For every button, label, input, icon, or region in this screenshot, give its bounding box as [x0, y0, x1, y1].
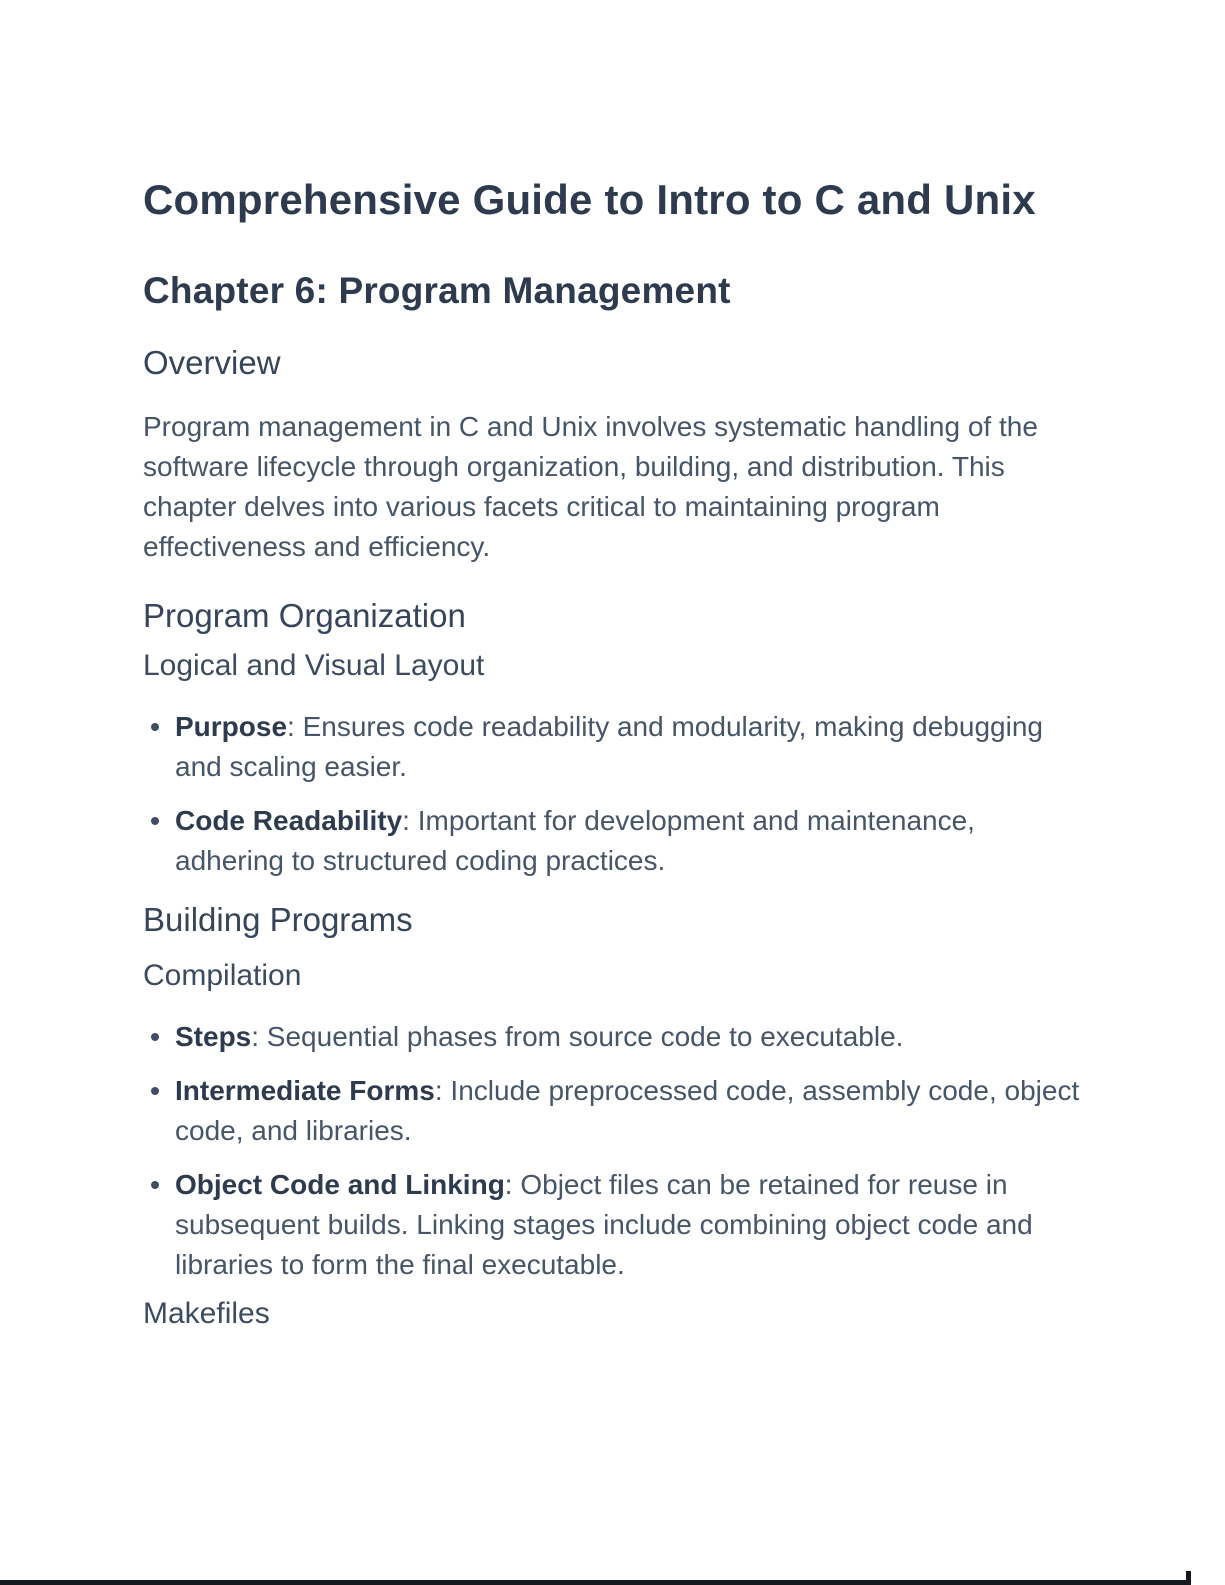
list-item-term: Purpose: [175, 711, 288, 742]
compilation-subheading: Compilation: [143, 959, 302, 992]
program-organization-list: [143, 707, 1085, 881]
list-item-term: Object Code and Linking: [175, 1169, 505, 1200]
page-bottom-border: [0, 1580, 1191, 1585]
bullet-icon: [151, 1181, 159, 1189]
bullet-icon: [151, 1087, 159, 1095]
logical-visual-layout-subheading: Logical and Visual Layout: [143, 649, 485, 682]
list-item-term: Code Readability: [175, 805, 403, 836]
list-item-term: Steps: [175, 1021, 252, 1052]
list-item: [175, 1017, 1085, 1057]
list-item: [175, 801, 1085, 881]
page-bottom-border-tick: [1186, 1571, 1191, 1585]
list-item: [175, 707, 1085, 787]
makefiles-subheading: Makefiles: [143, 1297, 270, 1330]
bullet-icon: [151, 723, 159, 731]
list-item-description: : Include preprocessed code, assembly code, object code, and libraries.: [175, 1075, 1080, 1146]
list-item: [175, 1071, 1085, 1151]
overview-heading: Overview: [143, 344, 281, 381]
program-organization-heading: Program Organization: [143, 597, 466, 634]
building-programs-heading: Building Programs: [143, 901, 413, 938]
chapter-heading: Chapter 6: Program Management: [143, 270, 731, 311]
list-item-description: : Ensures code readability and modularity, making debugging and scaling easier.: [175, 711, 1043, 782]
document-title: Comprehensive Guide to Intro to C and Unix: [143, 176, 1036, 223]
compilation-list: [143, 1017, 1085, 1285]
list-item-description: : Object files can be retained for reuse in subsequent builds. Linking stages include combining object code and libraries to form the final executable.: [175, 1169, 1033, 1280]
overview-paragraph: Program management in C and Unix involves systematic handling of the software lifecycle through organization, building, and distribution. This chapter delves into various facets critical to maintaining program effectiveness and efficiency.: [143, 411, 1038, 562]
list-item-description: : Sequential phases from source code to executable.: [251, 1021, 904, 1052]
bullet-icon: [151, 817, 159, 825]
list-item-description: : Important for development and maintenance, adhering to structured coding practices.: [175, 805, 975, 876]
list-item: [175, 1165, 1085, 1285]
list-item-term: Intermediate Forms: [175, 1075, 435, 1106]
bullet-icon: [151, 1033, 159, 1041]
